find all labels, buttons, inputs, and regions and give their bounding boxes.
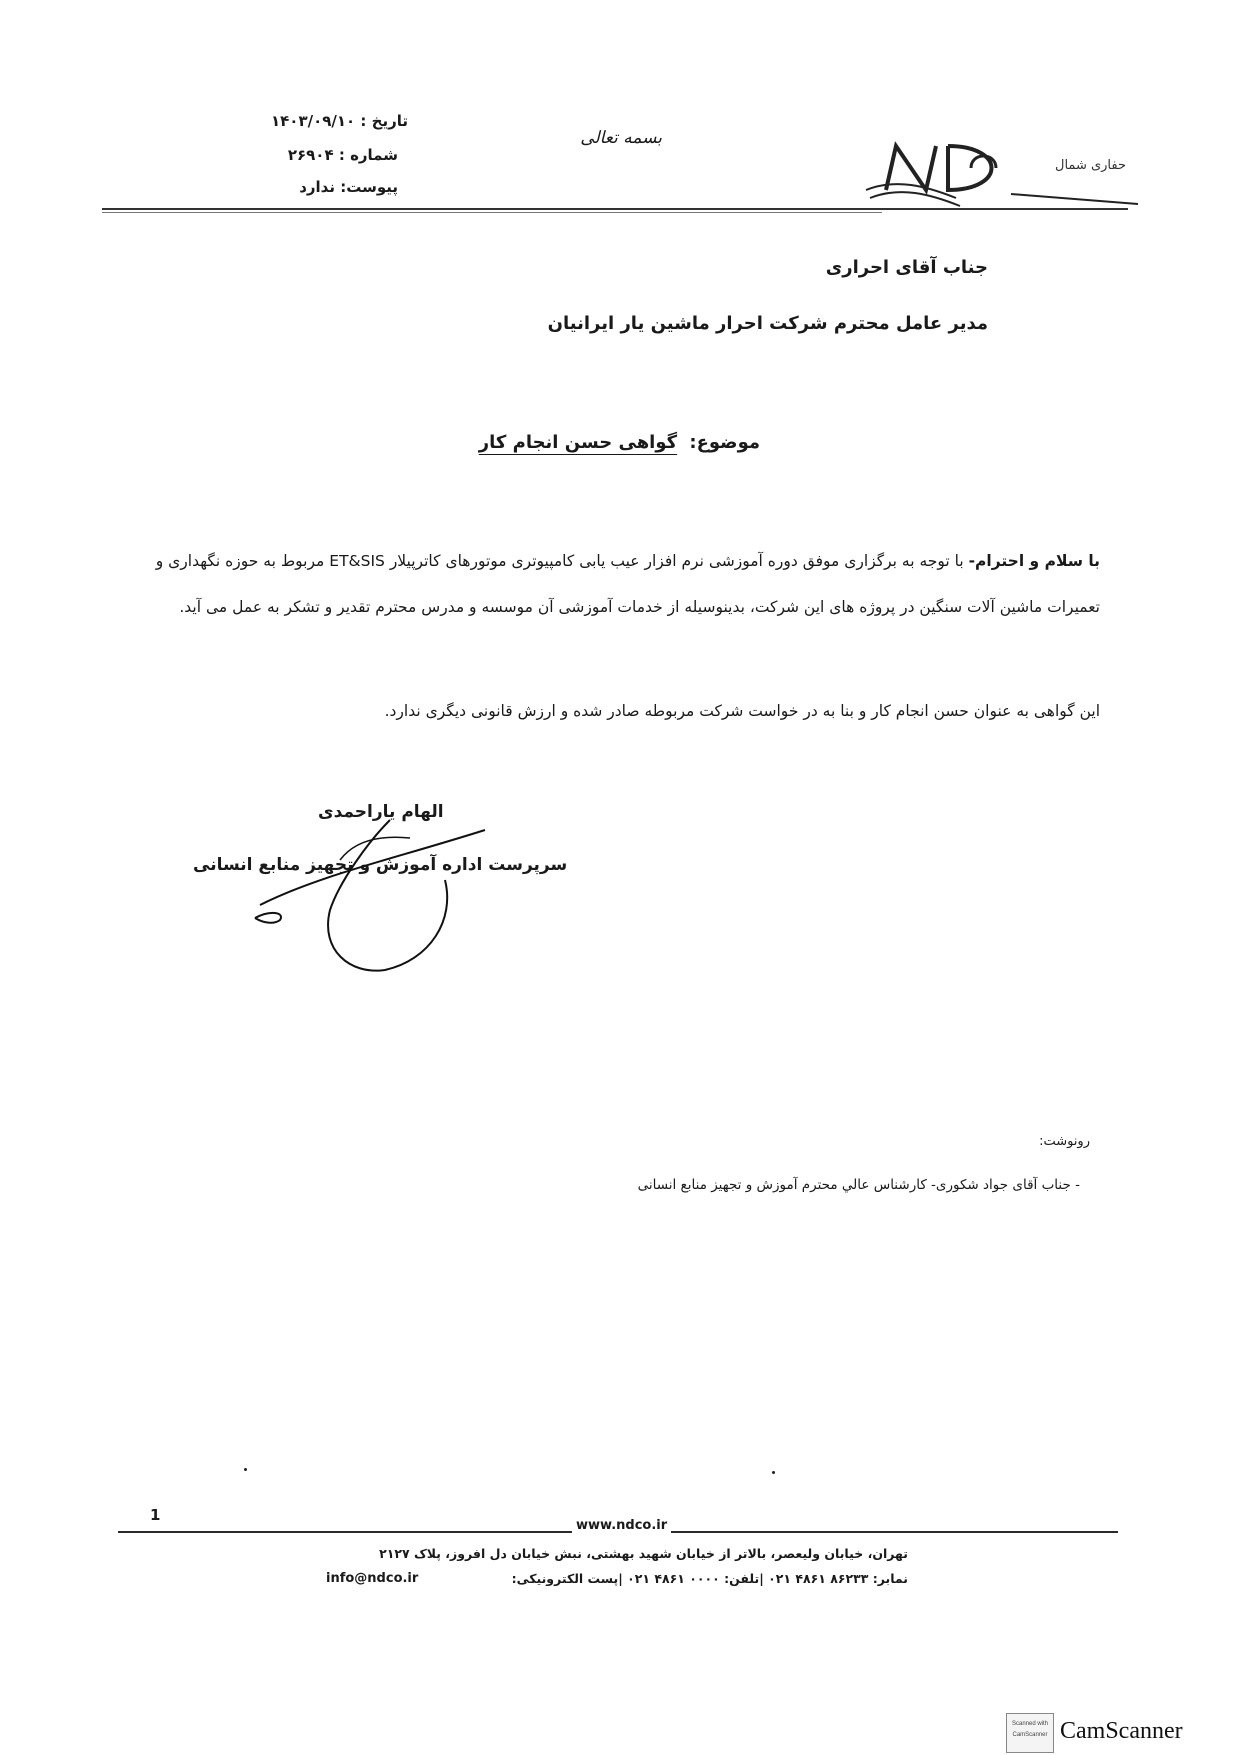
bismillah: بسمه تعالی <box>580 128 662 148</box>
date-label: تاریخ : <box>360 112 408 130</box>
camscanner-badge-line1: Scanned with <box>1011 1721 1049 1727</box>
subject-line <box>479 432 760 453</box>
attachment-label: پیوست: <box>340 178 398 196</box>
camscanner-badge <box>1006 1713 1054 1753</box>
signer-name: الهام یاراحمدی <box>318 802 444 822</box>
handwritten-signature <box>240 800 500 990</box>
camscanner-brand: CamScanner <box>1060 1718 1183 1744</box>
paragraph-1-text: با توجه به برگزاری موفق دوره آموزشی نرم افزار عیب یابی کامپیوتری موتورهای کاترپیلار ET&SIS مربوط به حوزه نگهداری و تعمیرات ماشین آلات سنگین در پروژه های این شرکت، بدینوسیله از خدمات آموزشی آن موسسه و مدرس محترم تقدیر و تشکر به عمل می آید. <box>155 552 1100 616</box>
cc-label: رونوشت: <box>1039 1134 1090 1149</box>
date-value: ۱۴۰۳/۰۹/۱۰ <box>270 112 356 130</box>
footer-email[interactable]: info@ndco.ir <box>326 1571 419 1586</box>
greeting: با سلام و احترام- <box>968 552 1100 570</box>
ndco-logo-icon <box>856 128 1138 218</box>
attachment-line <box>299 178 398 196</box>
attachment-value: ندارد <box>299 178 335 196</box>
scan-dot <box>244 1468 247 1471</box>
company-logo <box>856 128 1138 218</box>
date-line <box>271 112 408 130</box>
page-number: 1 <box>150 1506 161 1524</box>
header-divider-thin <box>102 212 882 213</box>
cc-recipient: - جناب آقای جواد شکوری- کارشناس عالي محترم آموزش و تجهیز منابع انسانی <box>637 1177 1080 1193</box>
footer-contact: نمابر: ۸۶۲۳۳ ۴۸۶۱ ۰۲۱ |تلفن: ۰۰۰۰ ۴۸۶۱ ۰۲۱ |پست الکترونیکی: <box>511 1571 908 1586</box>
number-value: ۲۶۹۰۴ <box>287 146 334 164</box>
body-paragraph-2: این گواهی به عنوان حسن انجام کار و بنا به در خواست شرکت مربوطه صادر شده و ارزش قانونی دیگری ندارد. <box>384 702 1100 720</box>
header-divider <box>102 208 1128 210</box>
body-paragraph-1 <box>140 538 1100 630</box>
addressee-name: جناب آقای احراری <box>825 257 988 278</box>
number-line <box>288 146 398 164</box>
subject-label: موضوع: <box>689 432 760 453</box>
logo-text: حفاری شمال <box>1055 158 1126 173</box>
number-label: شماره : <box>338 146 398 164</box>
addressee-title: مدیر عامل محترم شرکت احرار ماشین یار ایرانیان <box>547 313 988 334</box>
signer-title: سرپرست اداره آموزش و تجهیز منابع انسانی <box>193 855 568 875</box>
subject-text: گواهی حسن انجام کار <box>478 432 678 453</box>
website-link[interactable]: www.ndco.ir <box>572 1518 671 1533</box>
footer-address: تهران، خیابان ولیعصر، بالاتر از خیابان شهید بهشتی، نبش خیابان دل افروز، پلاک ۲۱۲۷ <box>379 1546 908 1561</box>
camscanner-badge-line2: CamScanner <box>1012 1732 1048 1738</box>
scan-dot <box>772 1471 775 1474</box>
